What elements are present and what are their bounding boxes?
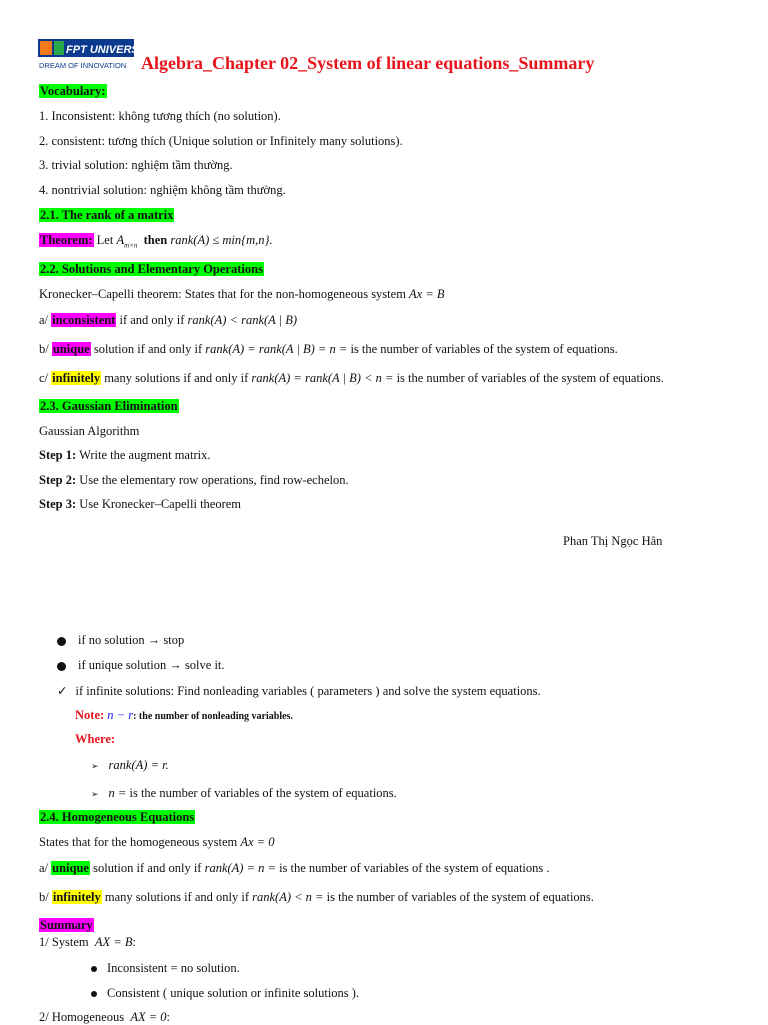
section-heading-rank: 2.1. The rank of a matrix [40, 208, 174, 222]
intro-math: Ax = 0 [240, 835, 275, 849]
author-name: Phan Thị Ngọc Hân [563, 534, 663, 548]
arrow-bullet-icon: ➢ [91, 789, 99, 799]
bullet-icon [91, 991, 97, 997]
note-label: Note: [75, 708, 105, 722]
note-line [75, 708, 293, 723]
bullet-icon [57, 662, 66, 671]
step-label: Step 1: [39, 448, 77, 462]
step-3 [39, 497, 241, 512]
theorem-label: Theorem: [40, 233, 93, 247]
intro-text: Kronecker–Capelli theorem: States that for the non-homogeneous system [39, 287, 406, 301]
vocab-item: 4. nontrivial solution: nghiệm không tầm thường. [39, 183, 286, 197]
vocab-item: 3. trivial solution: nghiệm tầm thường. [39, 158, 233, 172]
case-math: rank(A) < n = [252, 890, 324, 904]
vocabulary-heading: Vocabulary: [40, 84, 106, 98]
tag-infinitely: infinitely [52, 371, 101, 385]
intro-math: Ax = B [409, 287, 445, 301]
case-suffix: is the number of variables of the system of equations . [279, 861, 550, 875]
case-unique [39, 342, 618, 357]
checkmark-icon: ✓ [57, 684, 68, 698]
case-math: rank(A) = rank(A | B) < n = [251, 371, 394, 385]
case-prefix: c/ [39, 371, 49, 385]
case-prefix: a/ [39, 313, 49, 327]
homog-unique [39, 861, 550, 876]
tag-unique: unique [52, 342, 90, 356]
summary-item [91, 961, 240, 976]
where-n [91, 786, 397, 801]
section-heading-solutions: 2.2. Solutions and Elementary Operations [40, 262, 263, 276]
case-text: many solutions if and only if [104, 371, 249, 385]
logo-text: FPT UNIVERSITY [66, 44, 156, 56]
summary-item [91, 986, 359, 1001]
where-math: rank(A) = r. [108, 758, 169, 772]
bullet-unique-solution [57, 658, 225, 673]
case-inconsistent [39, 313, 297, 328]
system-label: 1/ System [39, 935, 89, 949]
case-math: rank(A) = rank(A | B) = n = [205, 342, 348, 356]
case-suffix: is the number of variables of the system of equations. [326, 890, 594, 904]
step-1 [39, 448, 210, 463]
case-math: rank(A) < rank(A | B) [187, 313, 298, 327]
logo-tagline: DREAM OF INNOVATION [39, 61, 127, 70]
step-text: Use the elementary row operations, find row-echelon. [79, 473, 349, 487]
step-label: Step 3: [39, 497, 77, 511]
case-prefix: a/ [39, 861, 49, 875]
case-infinite [39, 371, 664, 386]
rank-formula: rank(A) ≤ min{m,n}. [170, 233, 273, 247]
vocab-item: 2. consistent: tương thích (Unique solution or Infinitely many solutions). [39, 134, 403, 148]
matrix-symbol: A [116, 233, 125, 247]
summary-heading: Summary [40, 918, 93, 932]
case-suffix: is the number of variables of the system of equations. [350, 342, 618, 356]
arrow-bullet-icon: ➢ [91, 761, 99, 771]
check-text: if infinite solutions: Find nonleading variables ( parameters ) and solve the system equations. [75, 684, 541, 698]
fpt-university-logo [38, 39, 156, 71]
bullet-icon [91, 966, 97, 972]
tag-unique: unique [52, 861, 89, 875]
theorem-then: then [143, 233, 168, 247]
section-heading-homogeneous: 2.4. Homogeneous Equations [40, 810, 195, 824]
system-math: AX = 0 [130, 1010, 167, 1024]
where-text: is the number of variables of the system of equations. [129, 786, 397, 800]
system-colon: : [166, 1010, 171, 1024]
where-math: n = [108, 786, 127, 800]
step-2 [39, 473, 349, 488]
homog-intro [39, 835, 274, 850]
page-title: Algebra_Chapter 02_System of linear equations_Summary [141, 53, 595, 73]
theorem-let: Let [96, 233, 114, 247]
summary-system2 [39, 1010, 170, 1025]
gauss-algorithm: Gaussian Algorithm [39, 424, 140, 438]
case-text: if and only if [119, 313, 185, 327]
theorem-line [39, 233, 273, 250]
tag-infinitely: infinitely [52, 890, 101, 904]
intro-text: States that for the homogeneous system [39, 835, 238, 849]
matrix-subscript: m×n [124, 241, 138, 250]
case-math: rank(A) = n = [204, 861, 276, 875]
homog-infinite [39, 890, 594, 905]
step-label: Step 2: [39, 473, 77, 487]
summary-item-text: Consistent ( unique solution or infinite solutions ). [107, 986, 360, 1000]
case-prefix: b/ [39, 890, 49, 904]
step-text: Use Kronecker–Capelli theorem [79, 497, 242, 511]
bullet-text: if no solution → stop [78, 633, 185, 647]
case-suffix: is the number of variables of the system of equations. [396, 371, 664, 385]
bullet-no-solution [57, 633, 184, 648]
section-heading-gauss: 2.3. Gaussian Elimination [40, 399, 178, 413]
case-text: many solutions if and only if [104, 890, 249, 904]
where-rank [91, 758, 169, 773]
summary-system1 [39, 935, 136, 950]
bullet-text: if unique solution → solve it. [78, 658, 225, 672]
system-colon: : [132, 935, 136, 949]
note-math: n − r [107, 708, 134, 722]
bullet-icon [57, 637, 66, 646]
tag-inconsistent: inconsistent [52, 313, 116, 327]
step-text: Write the augment matrix. [79, 448, 211, 462]
case-prefix: b/ [39, 342, 49, 356]
system-label: 2/ Homogeneous [39, 1010, 125, 1024]
where-label: Where: [75, 732, 116, 746]
kronecker-intro [39, 287, 445, 302]
case-text: solution if and only if [93, 861, 202, 875]
system-math: AX = B [94, 935, 133, 949]
summary-item-text: Inconsistent = no solution. [107, 961, 240, 975]
check-infinite-solutions [57, 683, 541, 699]
note-text: : the number of nonleading variables. [133, 711, 293, 722]
vocab-item: 1. Inconsistent: không tương thích (no solution). [39, 109, 281, 123]
case-text: solution if and only if [93, 342, 203, 356]
